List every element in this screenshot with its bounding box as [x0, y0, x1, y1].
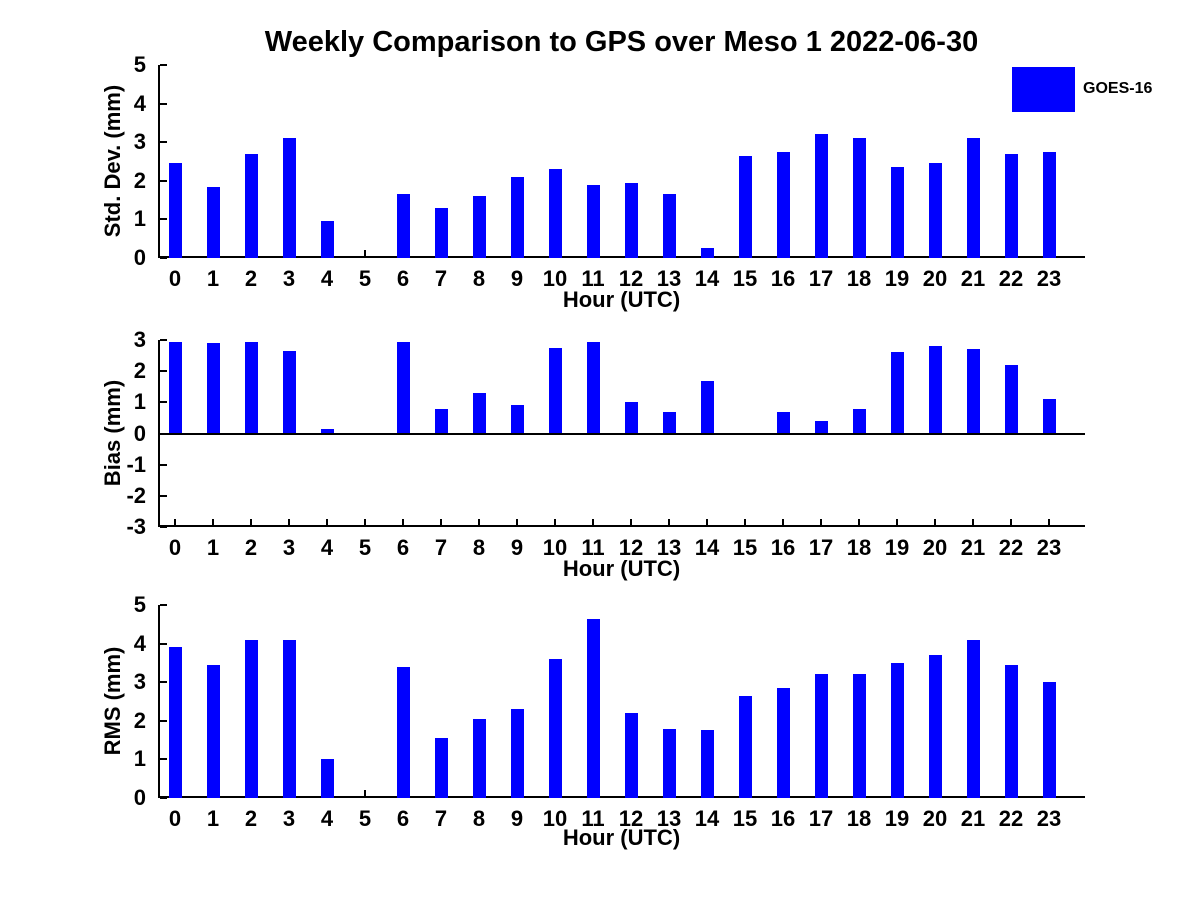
- bar-hour-4: [321, 759, 334, 798]
- x-tick-label: 7: [434, 806, 448, 831]
- x-tick-label: 12: [618, 535, 644, 560]
- x-tick-label: 19: [884, 535, 910, 560]
- bar-hour-10: [549, 348, 562, 434]
- x-tick: [364, 519, 366, 525]
- bar-hour-19: [891, 352, 904, 433]
- bias-plot-area: [126, 327, 1085, 560]
- bar-hour-16: [777, 152, 790, 258]
- x-axis-line: [158, 796, 1085, 798]
- x-tick-label: 18: [846, 535, 872, 560]
- y-tick-label: 3: [133, 327, 146, 352]
- x-tick: [820, 519, 822, 525]
- x-tick-label: 13: [656, 266, 682, 291]
- bar-hour-7: [435, 208, 448, 258]
- x-tick: [972, 519, 974, 525]
- bar-hour-9: [511, 709, 524, 798]
- y-tick: [160, 218, 167, 220]
- x-tick-label: 14: [694, 266, 720, 291]
- x-tick-label: 1: [206, 266, 220, 291]
- bar-hour-10: [549, 659, 562, 798]
- bar-hour-8: [473, 719, 486, 798]
- y-tick-label: 4: [133, 90, 146, 116]
- x-tick: [478, 519, 480, 525]
- x-tick-label: 0: [168, 535, 182, 560]
- y-tick-label: -3: [126, 514, 146, 539]
- x-tick-label: 0: [168, 806, 182, 831]
- y-tick: [160, 339, 167, 341]
- y-tick-label: 2: [133, 358, 146, 384]
- y-axis-line: [158, 65, 160, 258]
- x-tick-label: 16: [770, 535, 796, 560]
- bar-hour-23: [1043, 399, 1056, 433]
- x-tick: [630, 519, 632, 525]
- bar-hour-3: [283, 138, 296, 258]
- bar-hour-6: [397, 342, 410, 434]
- bar-hour-13: [663, 729, 676, 798]
- bar-hour-21: [967, 138, 980, 258]
- rms-y-axis-label: RMS (mm): [100, 646, 125, 756]
- x-tick-label: 6: [396, 806, 410, 831]
- bar-hour-2: [245, 154, 258, 258]
- rms-plot-area: [133, 592, 1085, 831]
- x-tick-label: 6: [396, 535, 410, 560]
- y-tick-label: 1: [133, 746, 146, 772]
- x-tick-label: 2: [244, 266, 258, 291]
- bar-hour-17: [815, 674, 828, 798]
- bar-hour-3: [283, 351, 296, 434]
- y-tick: [160, 433, 167, 435]
- x-tick-label: 4: [320, 266, 334, 291]
- bar-hour-0: [169, 163, 182, 258]
- x-tick-label: 5: [358, 806, 372, 831]
- bar-hour-14: [701, 248, 714, 258]
- legend-label: GOES-16: [1083, 80, 1153, 97]
- x-tick-label: 23: [1036, 535, 1062, 560]
- x-tick: [326, 519, 328, 525]
- bar-hour-13: [663, 412, 676, 434]
- x-tick: [554, 519, 556, 525]
- x-tick-label: 3: [282, 266, 296, 291]
- x-tick-label: 11: [581, 535, 605, 560]
- bar-hour-7: [435, 409, 448, 434]
- bar-hour-19: [891, 663, 904, 798]
- x-tick-label: 3: [282, 806, 296, 831]
- x-tick-label: 5: [358, 535, 372, 560]
- x-tick-label: 15: [732, 266, 758, 291]
- y-tick-label: 4: [133, 630, 146, 656]
- y-tick-label: 2: [133, 167, 146, 193]
- y-axis-line: [158, 605, 160, 798]
- x-tick-label: 15: [732, 535, 758, 560]
- x-tick-label: 10: [542, 806, 568, 831]
- x-tick: [174, 519, 176, 525]
- x-tick: [896, 519, 898, 525]
- x-tick-label: 23: [1036, 266, 1062, 291]
- x-tick-label: 20: [922, 266, 948, 291]
- y-tick-label: 1: [133, 206, 146, 232]
- bar-hour-12: [625, 183, 638, 258]
- bar-hour-16: [777, 688, 790, 798]
- y-tick: [160, 495, 167, 497]
- x-tick-label: 22: [998, 266, 1024, 291]
- x-tick-label: 8: [472, 806, 486, 831]
- x-tick: [516, 519, 518, 525]
- x-tick: [1010, 519, 1012, 525]
- bias-y-axis-label: Bias (mm): [100, 379, 125, 487]
- x-tick-label: 18: [846, 266, 872, 291]
- bias-x-axis-label: Hour (UTC): [562, 556, 681, 581]
- x-tick-label: 13: [656, 806, 682, 831]
- y-tick-label: 5: [133, 52, 146, 77]
- y-tick-label: 0: [133, 420, 146, 446]
- bar-hour-11: [587, 619, 600, 798]
- x-tick-label: 20: [922, 806, 948, 831]
- x-tick-label: 0: [168, 266, 182, 291]
- bar-hour-21: [967, 640, 980, 798]
- x-tick: [402, 519, 404, 525]
- x-tick-label: 11: [581, 266, 605, 291]
- x-tick-label: 3: [282, 535, 296, 560]
- bar-hour-12: [625, 402, 638, 433]
- stddev-y-axis-label: Std. Dev. (mm): [100, 84, 125, 238]
- bar-hour-20: [929, 346, 942, 433]
- bar-hour-10: [549, 169, 562, 258]
- x-tick-label: 19: [884, 266, 910, 291]
- x-tick-label: 16: [770, 806, 796, 831]
- x-tick-label: 17: [808, 266, 834, 291]
- bar-hour-0: [169, 647, 182, 798]
- bar-hour-8: [473, 196, 486, 258]
- x-tick-label: 18: [846, 806, 872, 831]
- x-tick-label: 19: [884, 806, 910, 831]
- x-tick-label: 14: [694, 535, 720, 560]
- x-tick-label: 10: [542, 266, 568, 291]
- y-tick-label: 3: [133, 669, 146, 695]
- bar-hour-12: [625, 713, 638, 798]
- x-tick: [744, 519, 746, 525]
- x-tick-label: 4: [320, 806, 334, 831]
- bar-hour-0: [169, 342, 182, 434]
- x-tick: [592, 519, 594, 525]
- bar-hour-3: [283, 640, 296, 798]
- x-tick-label: 10: [542, 535, 568, 560]
- bar-hour-2: [245, 342, 258, 434]
- y-tick-label: -1: [126, 451, 146, 477]
- bar-hour-16: [777, 412, 790, 434]
- x-tick: [668, 519, 670, 525]
- bar-hour-18: [853, 674, 866, 798]
- x-tick-label: 15: [732, 806, 758, 831]
- y-tick: [160, 257, 167, 259]
- x-axis-line: [158, 525, 1085, 527]
- y-tick: [160, 401, 167, 403]
- bar-hour-9: [511, 405, 524, 433]
- y-tick-label: 3: [133, 129, 146, 155]
- x-tick-label: 9: [510, 806, 524, 831]
- stddev-x-axis-label: Hour (UTC): [562, 287, 681, 312]
- x-tick-label: 4: [320, 535, 334, 560]
- bar-hour-11: [587, 342, 600, 434]
- x-tick-label: 8: [472, 266, 486, 291]
- x-tick-label: 21: [960, 266, 986, 291]
- y-tick: [160, 758, 167, 760]
- bar-hour-4: [321, 429, 334, 434]
- bar-hour-11: [587, 185, 600, 258]
- x-tick-label: 14: [694, 806, 720, 831]
- x-tick: [440, 519, 442, 525]
- x-tick: [934, 519, 936, 525]
- y-tick: [160, 464, 167, 466]
- bar-hour-20: [929, 655, 942, 798]
- y-tick: [160, 526, 167, 528]
- x-tick-label: 21: [960, 535, 986, 560]
- x-tick: [858, 519, 860, 525]
- bar-hour-22: [1005, 665, 1018, 798]
- x-tick-label: 6: [396, 266, 410, 291]
- x-tick-label: 22: [998, 806, 1024, 831]
- bar-hour-23: [1043, 682, 1056, 798]
- y-tick: [160, 643, 167, 645]
- y-tick-label: 0: [133, 785, 146, 810]
- x-tick-label: 7: [434, 535, 448, 560]
- bar-hour-2: [245, 640, 258, 798]
- x-axis-line: [158, 256, 1085, 258]
- bar-hour-1: [207, 665, 220, 798]
- x-tick: [1048, 519, 1050, 525]
- bar-hour-19: [891, 167, 904, 258]
- x-tick-label: 17: [808, 535, 834, 560]
- bar-hour-6: [397, 667, 410, 798]
- x-tick: [782, 519, 784, 525]
- bar-hour-22: [1005, 154, 1018, 258]
- bar-hour-20: [929, 163, 942, 258]
- bar-hour-14: [701, 730, 714, 798]
- x-tick-label: 12: [618, 266, 644, 291]
- bar-hour-17: [815, 421, 828, 433]
- bar-hour-1: [207, 343, 220, 433]
- bar-hour-15: [739, 696, 752, 798]
- bar-hour-8: [473, 393, 486, 434]
- y-tick: [160, 797, 167, 799]
- x-tick-label: 9: [510, 535, 524, 560]
- bar-hour-21: [967, 349, 980, 433]
- y-tick-label: 1: [133, 389, 146, 415]
- zero-line: [158, 433, 1085, 435]
- x-tick: [364, 790, 366, 796]
- bar-hour-6: [397, 194, 410, 258]
- x-tick-label: 1: [206, 806, 220, 831]
- y-tick: [160, 103, 167, 105]
- bar-hour-4: [321, 221, 334, 258]
- y-tick: [160, 370, 167, 372]
- bar-hour-18: [853, 138, 866, 258]
- y-tick: [160, 64, 167, 66]
- x-tick-label: 23: [1036, 806, 1062, 831]
- x-tick: [212, 519, 214, 525]
- y-tick-label: -2: [126, 482, 146, 508]
- x-tick-label: 7: [434, 266, 448, 291]
- x-tick-label: 2: [244, 535, 258, 560]
- bar-hour-18: [853, 409, 866, 434]
- y-tick-label: 0: [133, 245, 146, 270]
- bar-hour-23: [1043, 152, 1056, 258]
- y-tick-label: 2: [133, 707, 146, 733]
- x-tick-label: 22: [998, 535, 1024, 560]
- bar-hour-22: [1005, 365, 1018, 434]
- x-tick-label: 12: [618, 806, 644, 831]
- x-tick-label: 5: [358, 266, 372, 291]
- y-tick-label: 5: [133, 592, 146, 617]
- y-tick: [160, 180, 167, 182]
- x-tick-label: 16: [770, 266, 796, 291]
- x-tick: [250, 519, 252, 525]
- bar-hour-14: [701, 381, 714, 434]
- x-tick-label: 8: [472, 535, 486, 560]
- bar-hour-15: [739, 156, 752, 258]
- figure-title: Weekly Comparison to GPS over Meso 1 2022-06-30: [264, 26, 979, 58]
- x-tick: [706, 519, 708, 525]
- y-tick: [160, 720, 167, 722]
- y-tick: [160, 604, 167, 606]
- bar-hour-7: [435, 738, 448, 798]
- bar-hour-17: [815, 134, 828, 258]
- x-tick-label: 21: [960, 806, 986, 831]
- x-tick-label: 11: [581, 806, 605, 831]
- bar-hour-1: [207, 187, 220, 258]
- rms-x-axis-label: Hour (UTC): [562, 825, 681, 850]
- x-tick-label: 17: [808, 806, 834, 831]
- x-tick-label: 2: [244, 806, 258, 831]
- x-tick-label: 9: [510, 266, 524, 291]
- bar-hour-13: [663, 194, 676, 258]
- y-tick: [160, 141, 167, 143]
- stddev-plot-area: [133, 52, 1085, 291]
- y-tick: [160, 681, 167, 683]
- bar-hour-9: [511, 177, 524, 258]
- x-tick-label: 20: [922, 535, 948, 560]
- x-tick-label: 13: [656, 535, 682, 560]
- x-tick: [288, 519, 290, 525]
- x-tick: [364, 250, 366, 256]
- x-tick-label: 1: [206, 535, 220, 560]
